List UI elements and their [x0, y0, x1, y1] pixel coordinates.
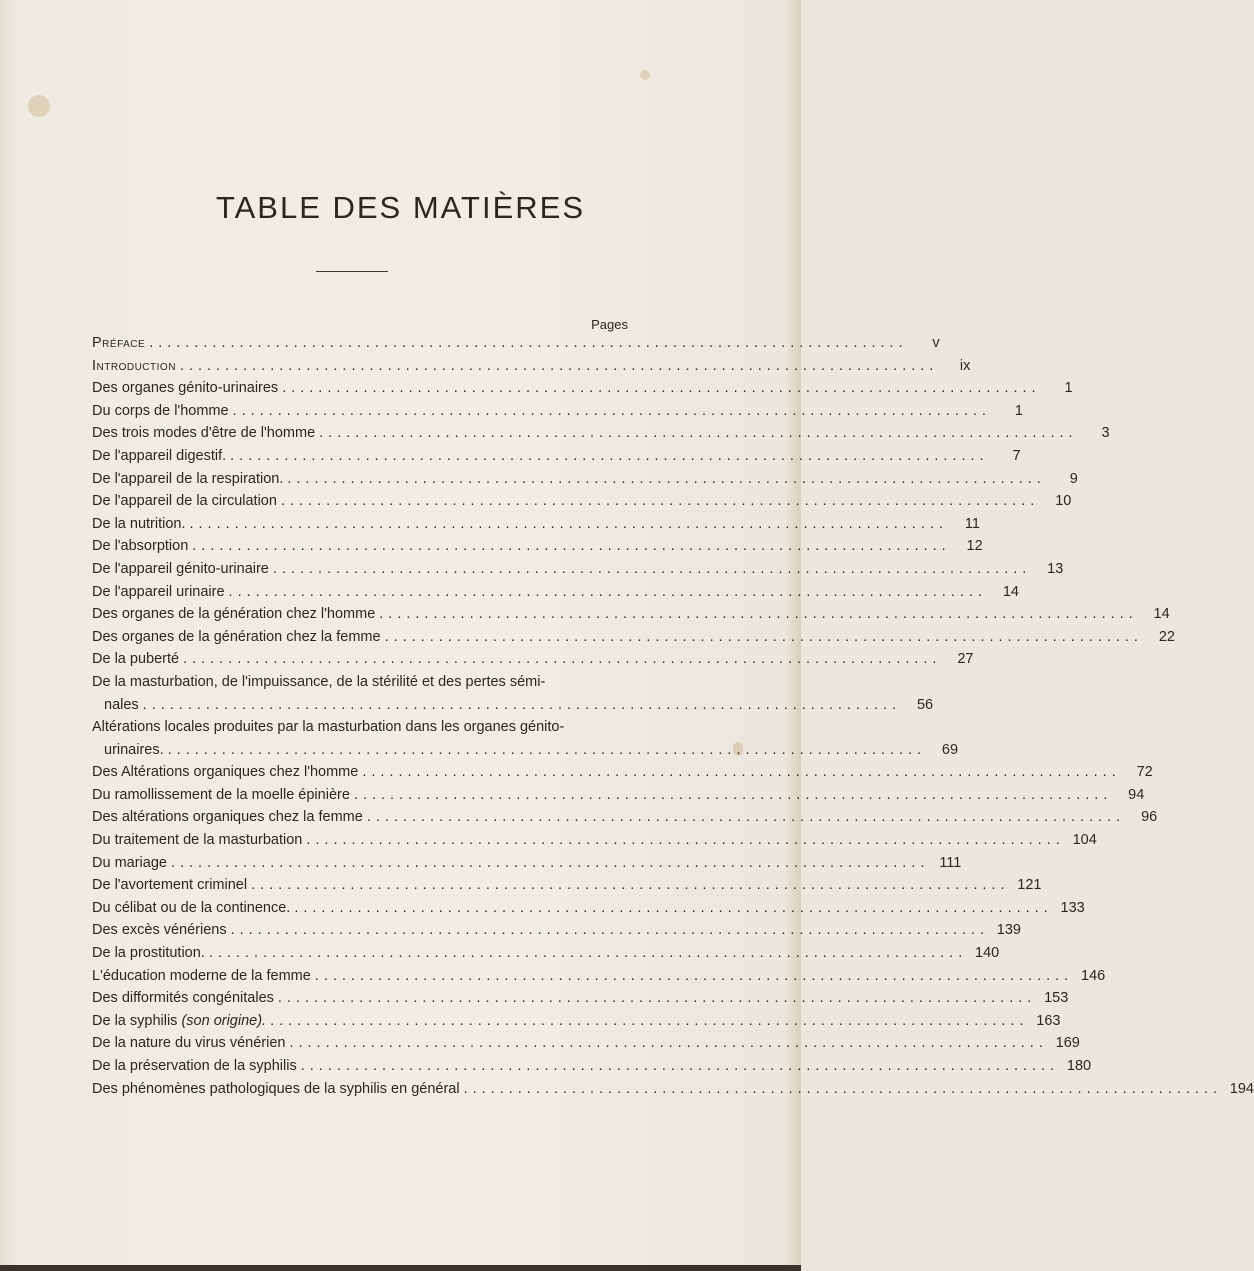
toc-entry-line2: nales .................................................................................... 56	[104, 696, 934, 713]
toc-entry: De l'appareil urinaire .................................................................................... 14	[92, 583, 1019, 600]
toc-entry: De l'avortement criminel .................................................................................... 121	[92, 877, 1042, 894]
toc-entry: Du célibat ou de la continence. .................................................................................... 133	[92, 899, 1085, 916]
toc-entry: Préface .................................................................................... v	[92, 335, 940, 351]
toc-entry: De l'absorption .................................................................................... 12	[92, 538, 983, 555]
toc-entry-line1: De la masturbation, de l'impuissance, de la stérilité et des pertes sémi-	[92, 673, 546, 690]
title-divider	[316, 271, 388, 272]
toc-entry: De la puberté .................................................................................... 27	[92, 651, 974, 668]
toc-entry: Des difformités congénitales .................................................................................... 153	[92, 990, 1069, 1007]
toc-entry: Du corps de l'homme .................................................................................... 1	[92, 402, 1023, 419]
toc-entry: Introduction .................................................................................... ix	[92, 357, 971, 374]
table-of-contents	[92, 332, 1254, 1100]
toc-entry-line2: urinaires. .................................................................................... 69	[104, 741, 959, 758]
toc-entry: Des organes génito-urinaires .................................................................................... 1	[92, 380, 1073, 397]
toc-entry: Des organes de la génération chez l'homme .................................................................................... 14	[92, 606, 1170, 623]
toc-entry: Des trois modes d'être de l'homme .................................................................................... 3	[92, 425, 1110, 442]
toc-entry: Du ramollissement de la moelle épinière .................................................................................... 94	[92, 786, 1145, 803]
toc-entry: De la nutrition. .................................................................................... 11	[92, 515, 980, 532]
toc-entry: De la préservation de la syphilis .................................................................................... 180	[92, 1058, 1092, 1074]
toc-entry-line1: Altérations locales produites par la masturbation dans les organes génito-	[92, 719, 565, 736]
stain	[28, 95, 50, 117]
pages-column-header: Pages	[591, 317, 628, 332]
toc-entry: Du traitement de la masturbation .................................................................................... 104	[92, 832, 1097, 849]
toc-entry: Des Altérations organiques chez l'homme .................................................................................... 72	[92, 764, 1153, 781]
toc-entry: De l'appareil de la respiration. .................................................................................... 9	[92, 470, 1078, 487]
toc-entry: L'éducation moderne de la femme .................................................................................... 146	[92, 967, 1106, 984]
toc-entry: Des altérations organiques chez la femme .................................................................................... 96	[92, 809, 1158, 826]
toc-entry: De la syphilis (son origine). .................................................................................... 163	[92, 1012, 1061, 1029]
page-title: TABLE DES MATIÈRES	[215, 190, 586, 225]
toc-entry: Du mariage .................................................................................... 111	[92, 854, 962, 871]
toc-entry: Des organes de la génération chez la femme .................................................................................... 22	[92, 628, 1175, 645]
toc-entry: Des excès vénériens .................................................................................... 139	[92, 922, 1021, 939]
toc-entry: De l'appareil de la circulation .................................................................................... 10	[92, 493, 1072, 510]
toc-entry: Des phénomènes pathologiques de la syphilis en général .................................................................................... 194	[92, 1080, 1254, 1097]
toc-entry: De l'appareil digestif. .................................................................................... 7	[92, 447, 1021, 464]
toc-entry: De la prostitution. .................................................................................... 140	[92, 945, 1000, 962]
page-bottom-edge	[0, 1265, 801, 1271]
toc-entry: De la nature du virus vénérien .................................................................................... 169	[92, 1035, 1080, 1052]
stain	[640, 70, 650, 80]
toc-entry: De l'appareil génito-urinaire .................................................................................... 13	[92, 560, 1064, 577]
